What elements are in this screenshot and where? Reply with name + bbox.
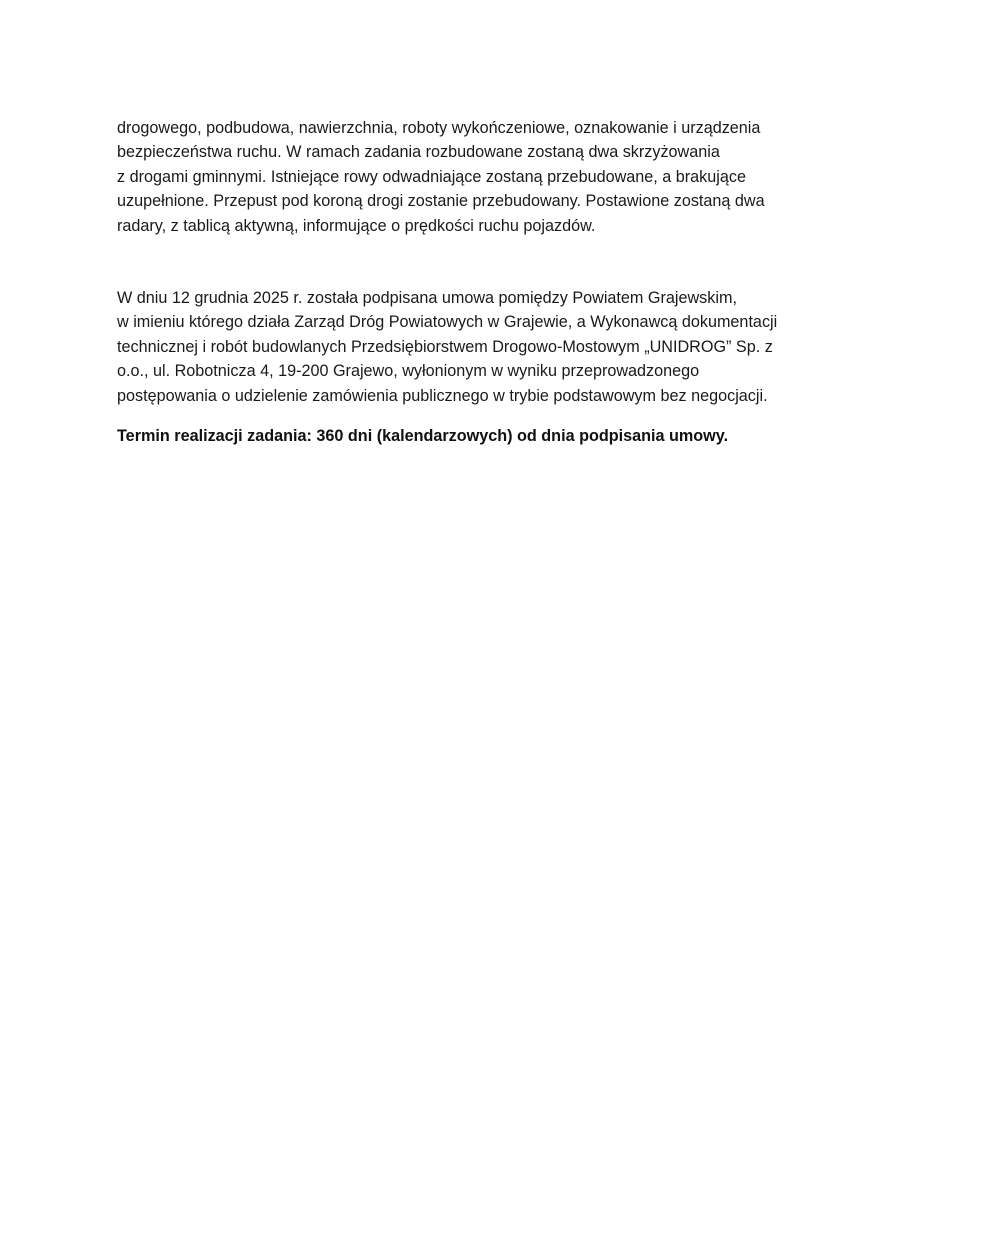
paragraph-line: technicznej i robót budowlanych Przedsiębiorstwem Drogowo-Mostowym „UNIDROG” Sp. z <box>117 337 773 356</box>
paragraph-line: postępowania o udzielenie zamówienia publicznego w trybie podstawowym bez negocjacji. <box>117 386 768 405</box>
paragraph-line: uzupełnione. Przepust pod koroną drogi zostanie przebudowany. Postawione zostaną dwa <box>117 192 765 211</box>
paragraph-line: o.o., ul. Robotnicza 4, 19-200 Grajewo, wyłonionym w wyniku przeprowadzonego <box>117 362 700 381</box>
paragraph-line: radary, z tablicą aktywną, informujące o prędkości ruchu pojazdów. <box>117 216 596 235</box>
paragraph-line: w imieniu którego działa Zarząd Dróg Powiatowych w Grajewie, a Wykonawcą dokumentacji <box>117 313 778 332</box>
paragraph-line: drogowego, podbudowa, nawierzchnia, roboty wykończeniowe, oznakowanie i urządzenia <box>117 119 761 137</box>
paragraph-line: bezpieczeństwa ruchu. W ramach zadania rozbudowane zostaną dwa skrzyżowania <box>117 143 720 162</box>
paragraph-contract-info <box>117 286 897 408</box>
paragraph-line: z drogami gminnymi. Istniejące rowy odwadniające zostaną przebudowane, a brakujące <box>117 167 746 186</box>
paragraph-completion-deadline <box>117 424 897 448</box>
paragraph-line: W dniu 12 grudnia 2025 r. została podpisana umowa pomiędzy Powiatem Grajewskim, <box>117 289 737 307</box>
paragraph-scope-of-work <box>117 116 897 238</box>
paragraph-line: Termin realizacji zadania: 360 dni (kalendarzowych) od dnia podpisania umowy. <box>117 427 729 445</box>
